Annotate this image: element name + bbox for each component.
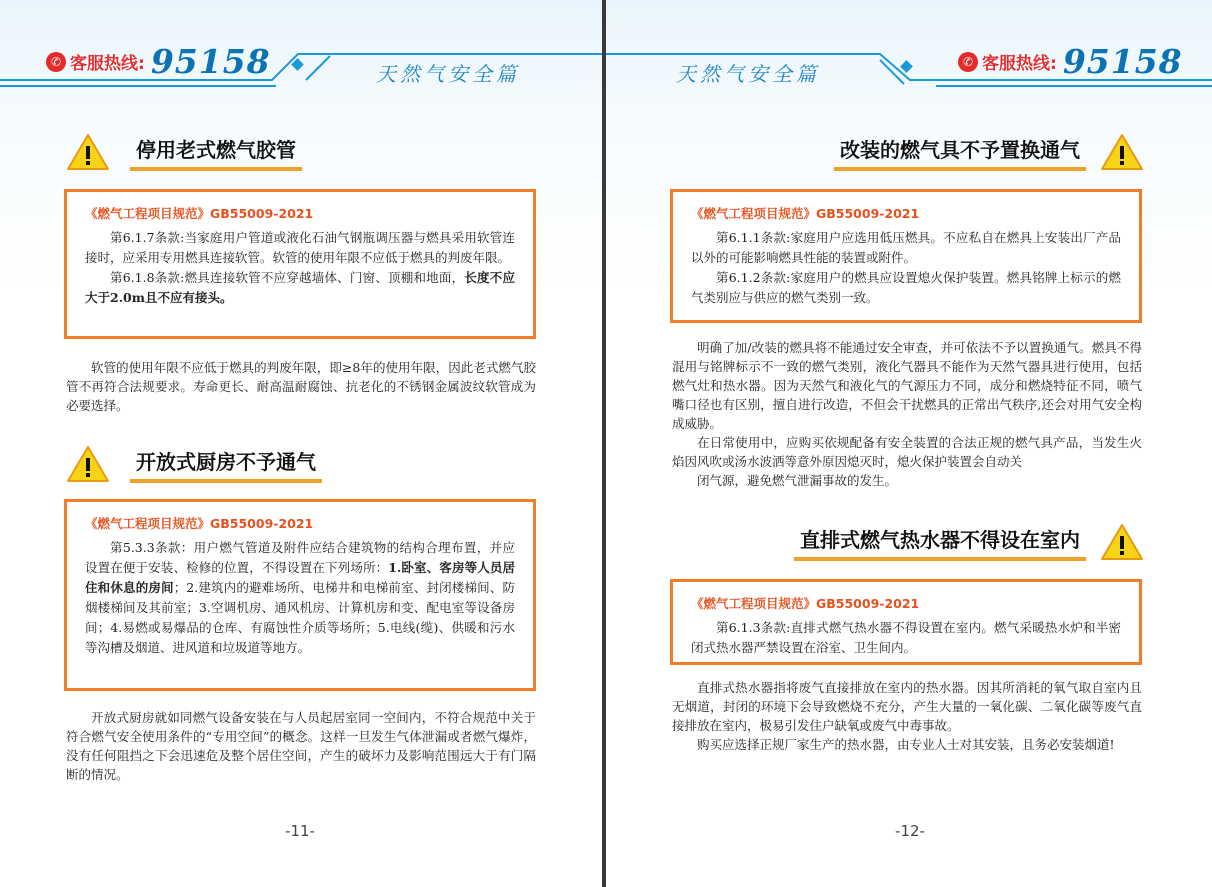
- section-title: 改装的燃气具不予置换通气: [834, 134, 1086, 171]
- paragraph: 明确了加/改装的燃具将不能通过安全审查，并可依法不予以置换通气。燃具不得混用与铭牌标示不一致的燃气类别，液化气器具不能作为天然气器具进行使用，包括燃气灶和热水器。因为天然气和液化气的气源压力不同，成分和燃烧特征不同，喷气嘴口径也有区别，擅自进行改造，不但会干扰燃具的正常出气秩序,还会对用气安全构成威胁。: [672, 340, 1142, 431]
- warning-icon: [66, 132, 110, 172]
- paragraph: 软管的使用年限不应低于燃具的判废年限，即≥8年的使用年限，因此老式燃气胶管不再符合法规要求。寿命更长、耐高温耐腐蚀、抗老化的不锈钢金属波纹软管成为必要选择。: [66, 360, 536, 413]
- section-heading: [66, 132, 302, 172]
- header-title-right: 天然气安全篇: [676, 62, 820, 86]
- page-12: [606, 0, 1212, 887]
- body-text: [66, 708, 536, 784]
- section-title: 停用老式燃气胶管: [130, 134, 302, 171]
- standard-reference: 《燃气工程项目规范》GB55009-2021: [691, 596, 920, 611]
- hotline-label: 客服热线:: [70, 54, 145, 74]
- clause-text: 第6.1.7条款:当家庭用户管道或液化石油气钢瓶调压器与燃具采用软管连接时，应采用专用燃具连接软管。软管的使用年限不应低于燃具的判废年限。: [85, 230, 515, 265]
- section-heading: [66, 444, 322, 484]
- warning-icon: [66, 444, 110, 484]
- clause-emphasis: 长度不应大于2.0m且不应有接头。: [85, 270, 515, 305]
- regulation-box: [64, 189, 536, 339]
- body-text: [672, 338, 1142, 490]
- standard-reference: 《燃气工程项目规范》GB55009-2021: [85, 516, 314, 531]
- clause-text: 第6.1.3条款:直排式燃气热水器不得设置在室内。燃气采暖热水炉和半密闭式热水器严禁设置在浴室、卫生间内。: [691, 620, 1121, 655]
- header-decoration: [0, 0, 1212, 100]
- regulation-box: [64, 499, 536, 691]
- section-heading: [834, 132, 1144, 172]
- page-11: [0, 0, 602, 887]
- section-heading: [794, 522, 1144, 562]
- paragraph: 在日常使用中，应购买依规配备有安全装置的合法正规的燃气具产品，当发生火焰因风吹或汤水波洒等意外原因熄灭时，熄火保护装置会自动关: [672, 435, 1142, 469]
- warning-icon: [1100, 132, 1144, 172]
- clause-text: 第6.1.8条款:燃具连接软管不应穿越墙体、门窗、顶棚和地面，长度不应大于2.0m且不应有接头。: [85, 270, 515, 305]
- paragraph: 直排式热水器指将废气直接排放在室内的热水器。因其所消耗的氧气取自室内且无烟道，封闭的环境下会导致燃烧不充分，产生大量的一氧化碳、二氧化碳等废气直接排放在室内，极易引发住户缺氧或废气中毒事故。: [672, 680, 1142, 733]
- standard-reference: 《燃气工程项目规范》GB55009-2021: [691, 206, 920, 221]
- body-text: [66, 358, 536, 415]
- body-text: [672, 678, 1142, 754]
- header-title-left: 天然气安全篇: [376, 62, 520, 86]
- section-title: 直排式燃气热水器不得设在室内: [794, 524, 1086, 561]
- hotline-label: 客服热线:: [982, 54, 1057, 74]
- regulation-box: [670, 579, 1142, 665]
- clause-text: 第6.1.1条款:家庭用户应选用低压燃具。不应私自在燃具上安装出厂产品以外的可能影响燃具性能的装置或附件。: [691, 230, 1121, 265]
- page-number: -12-: [895, 822, 925, 840]
- regulation-box: [670, 189, 1142, 323]
- phone-icon: ✆: [46, 52, 66, 72]
- hotline-number: 95158: [150, 42, 271, 81]
- paragraph: 闭气源，避免燃气泄漏事故的发生。: [697, 473, 898, 488]
- paragraph: 开放式厨房就如同燃气设备安装在与人员起居室同一空间内，不符合规范中关于符合燃气安全使用条件的“专用空间”的概念。这样一旦发生气体泄漏或者燃气爆炸，没有任何阻挡之下会迅速危及整个居住空间，产生的破坏力及影响范围远大于有门隔断的情况。: [66, 710, 536, 782]
- phone-icon: ✆: [958, 52, 978, 72]
- warning-icon: [1100, 522, 1144, 562]
- page-number: -11-: [285, 822, 315, 840]
- hotline-number: 95158: [1062, 42, 1183, 81]
- standard-reference: 《燃气工程项目规范》GB55009-2021: [85, 206, 314, 221]
- clause-emphasis: 1.卧室、客房等人员居住和休息的房间: [85, 560, 515, 595]
- clause-text: 第5.3.3条款：用户燃气管道及附件应结合建筑物的结构合理布置，并应设置在便于安装、检修的位置，不得设置在下列场所：1.卧室、客房等人员居住和休息的房间；2.建筑内的避难场所、电梯井和电梯前室、封闭楼梯间、防烟楼梯间及其前室；3.空调机房、通风机房、计算机房和变、配电室等设备房间；4.易燃或易爆品的仓库、有腐蚀性介质等场所；5.电线(缆)、供暖和污水等沟槽及烟道、进风道和垃圾道等地方。: [85, 540, 515, 655]
- section-title: 开放式厨房不予通气: [130, 446, 322, 483]
- paragraph: 购买应选择正规厂家生产的热水器，由专业人士对其安装，且务必安装烟道!: [697, 737, 1115, 752]
- clause-text: 第6.1.2条款:家庭用户的燃具应设置熄火保护装置。燃具铭牌上标示的燃气类别应与供应的燃气类别一致。: [691, 270, 1121, 305]
